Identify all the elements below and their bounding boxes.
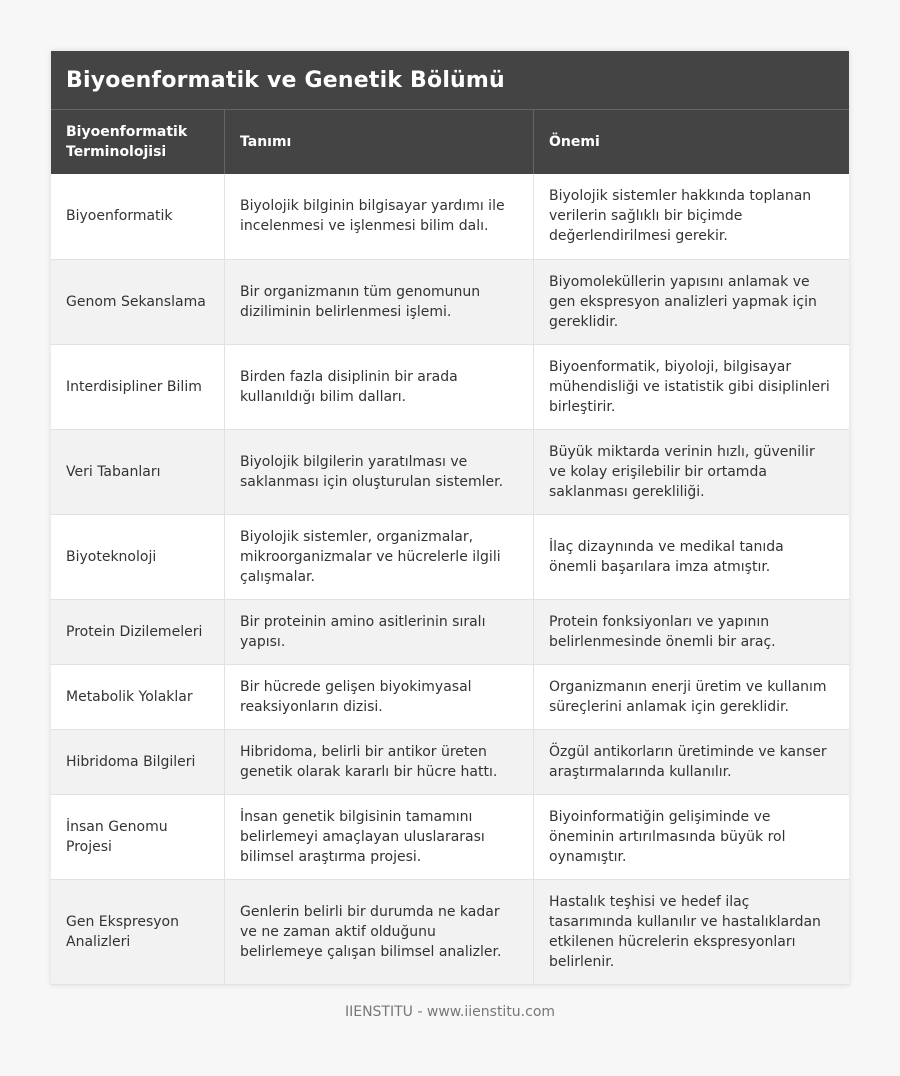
cell-term: İnsan Genomu Projesi [51, 794, 225, 879]
cell-term: Interdisipliner Bilim [51, 344, 225, 429]
cell-definition: İnsan genetik bilgisinin tamamını belirlemeyi amaçlayan uluslararası bilimsel araştırma projesi. [225, 794, 534, 879]
header-definition: Tanımı [225, 110, 534, 174]
cell-definition: Bir hücrede gelişen biyokimyasal reaksiyonların dizisi. [225, 664, 534, 729]
cell-definition: Biyolojik sistemler, organizmalar, mikroorganizmalar ve hücrelerle ilgili çalışmalar. [225, 514, 534, 599]
cell-importance: Protein fonksiyonları ve yapının belirlenmesinde önemli bir araç. [534, 599, 850, 664]
cell-term: Metabolik Yolaklar [51, 664, 225, 729]
table-header-row [51, 110, 849, 174]
cell-definition: Genlerin belirli bir durumda ne kadar ve ne zaman aktif olduğunu belirlemeye çalışan bilimsel analizler. [225, 879, 534, 984]
cell-definition: Birden fazla disiplinin bir arada kullanıldığı bilim dalları. [225, 344, 534, 429]
table-row [51, 429, 849, 514]
header-terminology: Biyoenformatik Terminolojisi [51, 110, 225, 174]
cell-importance: Organizmanın enerji üretim ve kullanım süreçlerini anlamak için gereklidir. [534, 664, 850, 729]
cell-definition: Biyolojik bilgilerin yaratılması ve saklanması için oluşturulan sistemler. [225, 429, 534, 514]
cell-term: Biyoenformatik [51, 174, 225, 259]
table-row [51, 729, 849, 794]
footer-credit: IIENSTITU - www.iienstitu.com [344, 1004, 556, 1020]
cell-term: Genom Sekanslama [51, 259, 225, 344]
cell-importance: Biyoinformatiğin gelişiminde ve öneminin artırılmasında büyük rol oynamıştır. [534, 794, 850, 879]
table-row [51, 599, 849, 664]
cell-definition: Bir proteinin amino asitlerinin sıralı yapısı. [225, 599, 534, 664]
title-bar [51, 51, 849, 110]
cell-importance: Biyomoleküllerin yapısını anlamak ve gen ekspresyon analizleri yapmak için gereklidir. [534, 259, 850, 344]
table-row [51, 174, 849, 259]
cell-importance: Büyük miktarda verinin hızlı, güvenilir ve kolay erişilebilir bir ortamda saklanması gerekliliği. [534, 429, 850, 514]
cell-term: Veri Tabanları [51, 429, 225, 514]
table-row [51, 664, 849, 729]
table-row [51, 879, 849, 984]
cell-importance: Hastalık teşhisi ve hedef ilaç tasarımında kullanılır ve hastalıklardan etkilenen hücrelerin ekspresyonları belirlenir. [534, 879, 850, 984]
cell-importance: Biyolojik sistemler hakkında toplanan verilerin sağlıklı bir biçimde değerlendirilmesi gerekir. [534, 174, 850, 259]
cell-term: Hibridoma Bilgileri [51, 729, 225, 794]
table-row [51, 514, 849, 599]
table-row [51, 344, 849, 429]
terminology-table [51, 110, 849, 985]
cell-definition: Biyolojik bilginin bilgisayar yardımı ile incelenmesi ve işlenmesi bilim dalı. [225, 174, 534, 259]
header-importance: Önemi [534, 110, 850, 174]
cell-definition: Hibridoma, belirli bir antikor üreten genetik olarak kararlı bir hücre hattı. [225, 729, 534, 794]
table-row [51, 259, 849, 344]
cell-definition: Bir organizmanın tüm genomunun diziliminin belirlenmesi işlemi. [225, 259, 534, 344]
cell-importance: İlaç dizaynında ve medikal tanıda önemli başarılara imza atmıştır. [534, 514, 850, 599]
cell-importance: Özgül antikorların üretiminde ve kanser araştırmalarında kullanılır. [534, 729, 850, 794]
cell-term: Biyoteknoloji [51, 514, 225, 599]
table-row [51, 794, 849, 879]
page-title: Biyoenformatik ve Genetik Bölümü [66, 67, 505, 93]
table-card [51, 51, 849, 985]
cell-term: Gen Ekspresyon Analizleri [51, 879, 225, 984]
cell-importance: Biyoenformatik, biyoloji, bilgisayar mühendisliği ve istatistik gibi disiplinleri birleştirir. [534, 344, 850, 429]
cell-term: Protein Dizilemeleri [51, 599, 225, 664]
